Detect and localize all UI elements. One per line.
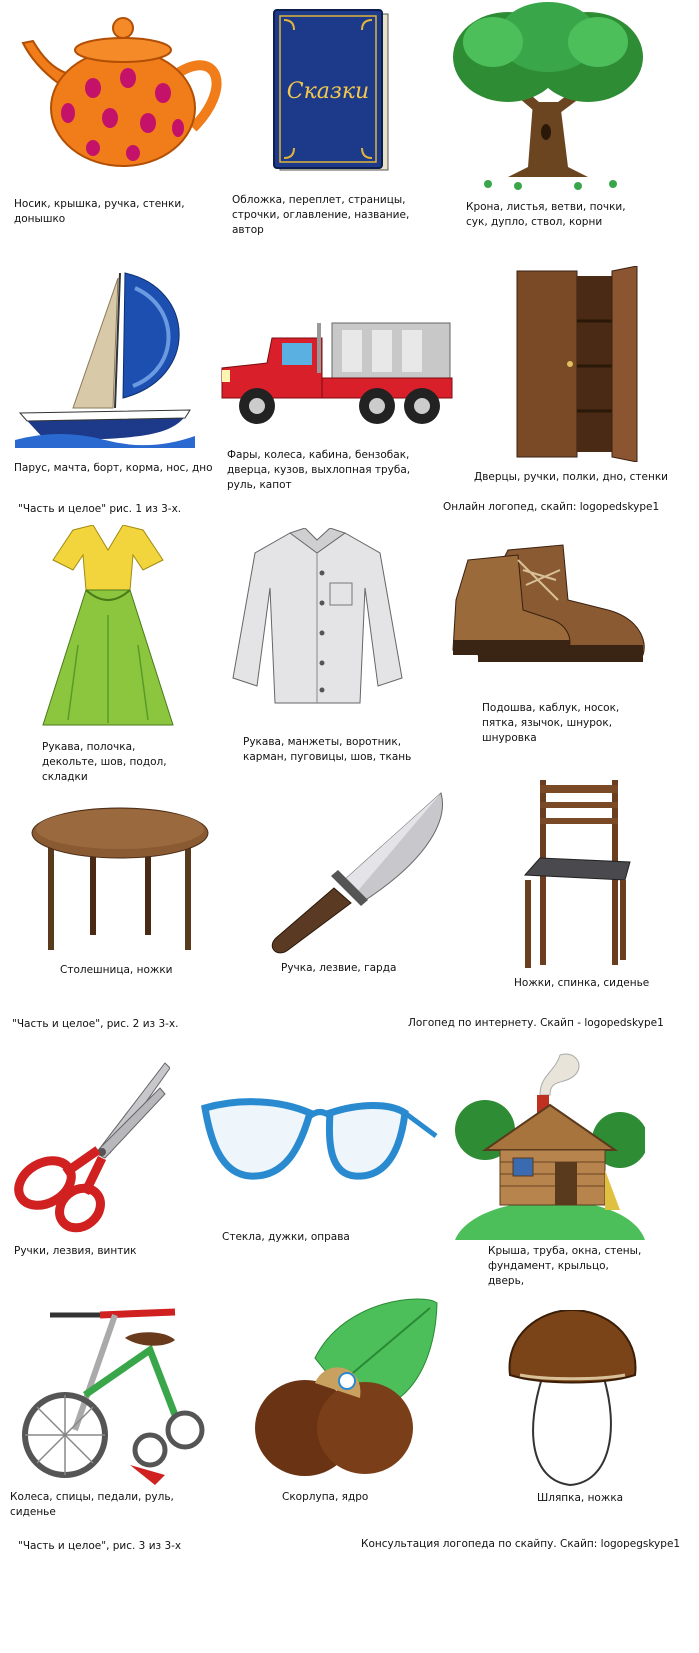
section2-footer-right: Логопед по интернету. Скайп - logopedskype1 [408, 1017, 664, 1029]
section1-footer-right: Онлайн логопед, скайп: logopedskype1 [443, 501, 660, 513]
mushroom-caption: Шляпка, ножка [537, 1492, 624, 1504]
scissors-image [10, 1058, 170, 1236]
knife-image [266, 788, 451, 958]
shirt-caption: Рукава, манжеты, воротник, карман, пуговицы, шов, ткань [243, 736, 412, 763]
boots-image [448, 540, 653, 670]
sailboat-caption: Парус, мачта, борт, корма, нос, дно [14, 462, 213, 474]
chestnut-caption: Скорлупа, ядро [282, 1491, 369, 1503]
chestnut-image [255, 1298, 440, 1483]
table-image [30, 805, 210, 960]
wardrobe-image [512, 266, 642, 462]
mushroom-image [505, 1310, 640, 1488]
book-title: Сказки [286, 79, 370, 104]
section3-footer-left: "Часть и целое", рис. 3 из 3-х [18, 1540, 182, 1552]
section1-footer-left: "Часть и целое" рис. 1 из 3-х. [18, 503, 182, 515]
wardrobe-caption: Дверцы, ручки, полки, дно, стенки [474, 471, 668, 483]
tree-caption: Крона, листья, ветви, почки, сук, дупло, ствол, корни [466, 201, 626, 228]
hut-caption: Крыша, труба, окна, стены, фундамент, крыльцо, дверь, [488, 1245, 642, 1287]
dress-image [38, 525, 178, 730]
glasses-image [200, 1098, 440, 1188]
scissors-caption: Ручки, лезвия, винтик [14, 1245, 137, 1257]
section3-footer-right: Консультация логопеда по скайпу. Скайп: logopegskype1 [361, 1538, 681, 1550]
hut-image [455, 1050, 645, 1240]
boots-caption: Подошва, каблук, носок, пятка, язычок, шнурок, шнуровка [482, 702, 620, 744]
tricycle-caption: Колеса, спицы, педали, руль, сиденье [10, 1491, 174, 1518]
tricycle-image [15, 1300, 205, 1490]
teapot-image [18, 8, 228, 173]
dress-caption: Рукава, полочка, декольте, шов, подол, складки [42, 741, 167, 783]
truck-caption: Фары, колеса, кабина, бензобак, дверца, кузов, выхлопная труба, руль, капот [227, 449, 411, 491]
teapot-caption: Носик, крышка, ручка, стенки, донышко [14, 198, 185, 225]
glasses-caption: Стекла, дужки, оправа [222, 1231, 350, 1243]
chair-caption: Ножки, спинка, сиденье [514, 977, 650, 989]
book-caption: Обложка, переплет, страницы, строчки, оглавление, название, автор [232, 194, 410, 236]
shirt-image [230, 528, 405, 708]
knife-caption: Ручка, лезвие, гарда [281, 962, 397, 974]
chair-image [520, 780, 635, 970]
book-image [272, 8, 394, 173]
truck-image [217, 318, 457, 428]
section2-footer-left: "Часть и целое", рис. 2 из 3-х. [12, 1018, 179, 1030]
table-caption: Столешница, ножки [60, 964, 173, 976]
sailboat-image [15, 268, 195, 448]
tree-image [448, 2, 648, 194]
